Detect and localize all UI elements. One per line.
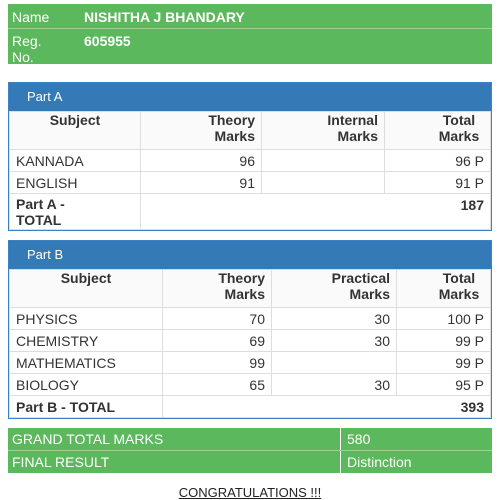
theory-cell: 65 [163, 374, 272, 396]
part-b-title: Part B [9, 241, 491, 269]
subject-cell: PHYSICS [10, 308, 163, 330]
subject-cell: CHEMISTRY [10, 330, 163, 352]
part-a-title: Part A [9, 83, 491, 111]
col-subject: Subject [10, 270, 163, 308]
col-total: Total Marks [397, 270, 491, 308]
total-cell: 99 P [397, 330, 491, 352]
table-row [10, 172, 491, 194]
grand-total-label: GRAND TOTAL MARKS [12, 431, 164, 447]
part-b-table [9, 269, 491, 418]
final-result-label: FINAL RESULT [12, 454, 110, 470]
reg-label: Reg. [12, 33, 42, 49]
practical-cell [272, 352, 397, 374]
table-row [10, 374, 491, 396]
col-total: Total Marks [385, 112, 491, 150]
reg-number: 605955 [84, 33, 131, 49]
total-cell: 99 P [397, 352, 491, 374]
congratulations-message: CONGRATULATIONS !!! [178, 485, 322, 500]
theory-cell: 99 [163, 352, 272, 374]
subject-cell: BIOLOGY [10, 374, 163, 396]
part-b-total-value: 393 [163, 396, 491, 418]
part-b-total-row [10, 396, 491, 418]
grand-total-value: 580 [340, 428, 370, 450]
col-theory: Theory Marks [141, 112, 262, 150]
final-result-row [8, 451, 492, 473]
name-label: Name [12, 9, 50, 25]
table-row [10, 150, 491, 172]
col-practical: Practical Marks [272, 270, 397, 308]
part-b-total-label: Part B - TOTAL [10, 396, 163, 418]
practical-cell: 30 [272, 330, 397, 352]
col-internal: Internal Marks [262, 112, 385, 150]
part-a-panel [8, 82, 492, 231]
part-b-panel [8, 240, 492, 419]
student-info [8, 4, 492, 64]
total-cell: 95 P [397, 374, 491, 396]
theory-cell: 91 [141, 172, 262, 194]
col-theory: Theory Marks [163, 270, 272, 308]
grand-total-row [8, 428, 492, 451]
table-row [10, 352, 491, 374]
part-a-table [9, 111, 491, 230]
theory-cell: 69 [163, 330, 272, 352]
practical-cell: 30 [272, 308, 397, 330]
internal-cell [262, 150, 385, 172]
internal-cell [262, 172, 385, 194]
table-row [10, 330, 491, 352]
divider [8, 28, 492, 29]
final-result-value: Distinction [340, 451, 412, 473]
practical-cell: 30 [272, 374, 397, 396]
total-cell: 91 P [385, 172, 491, 194]
subject-cell: KANNADA [10, 150, 141, 172]
part-a-total-value: 187 [141, 194, 491, 230]
reg-label-2: No. [12, 49, 34, 65]
theory-cell: 96 [141, 150, 262, 172]
col-subject: Subject [10, 112, 141, 150]
subject-cell: ENGLISH [10, 172, 141, 194]
student-name: NISHITHA J BHANDARY [84, 9, 245, 25]
part-a-total-label: Part A - TOTAL [10, 194, 141, 230]
part-a-total-row [10, 194, 491, 230]
summary-block [8, 428, 492, 473]
theory-cell: 70 [163, 308, 272, 330]
total-cell: 96 P [385, 150, 491, 172]
subject-cell: MATHEMATICS [10, 352, 163, 374]
total-cell: 100 P [397, 308, 491, 330]
table-row [10, 308, 491, 330]
